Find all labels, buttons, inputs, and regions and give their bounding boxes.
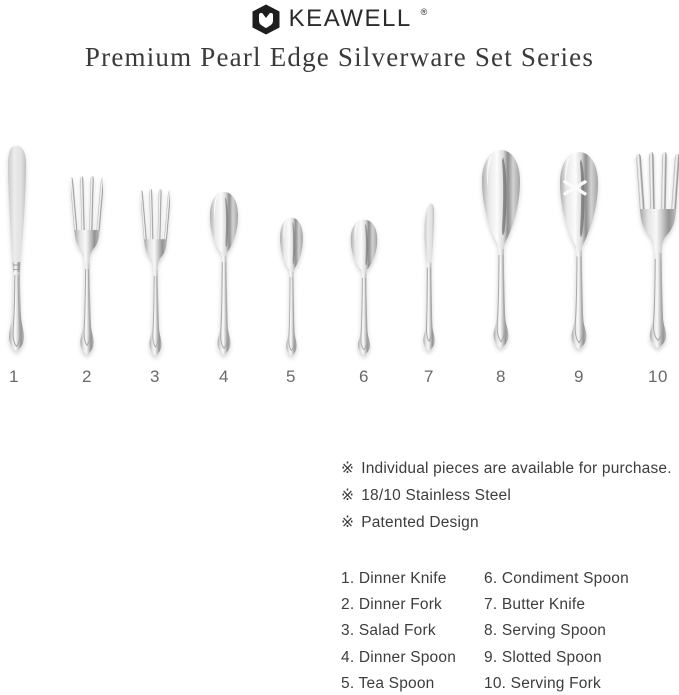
- note-stainless-steel: [341, 482, 672, 509]
- legend-item: 5. Tea Spoon: [341, 674, 435, 692]
- legend-item: 9. Slotted Spoon: [484, 648, 602, 666]
- slotted-spoon-image: [555, 150, 603, 352]
- piece-number-8: 8: [496, 367, 506, 386]
- legend-column-1: [341, 566, 456, 695]
- note-individual-pieces: [341, 455, 672, 482]
- piece-number-9: 9: [574, 367, 584, 386]
- brand: [0, 3, 679, 35]
- legend-item: 7. Butter Knife: [484, 596, 586, 614]
- piece-number-4: 4: [219, 367, 229, 386]
- brand-name: KEAWELL: [288, 5, 412, 32]
- note-text: Individual pieces are available for purchase.: [361, 460, 672, 477]
- reference-mark-icon: ※: [341, 514, 355, 531]
- legend-item: 6. Condiment Spoon: [484, 570, 629, 587]
- registered-trademark-mark: ®: [420, 7, 428, 17]
- piece-number-3: 3: [150, 367, 160, 386]
- tea-spoon-image: [276, 216, 307, 357]
- piece-number-7: 7: [424, 367, 434, 386]
- piece-number-2: 2: [82, 367, 92, 386]
- note-patented-design: [341, 509, 672, 536]
- butter-knife-image: [417, 202, 441, 356]
- reference-mark-icon: ※: [341, 487, 355, 504]
- legend-item: 4. Dinner Spoon: [341, 648, 457, 666]
- legend-item: 10. Serving Fork: [484, 674, 601, 692]
- dinner-spoon-image: [205, 190, 243, 356]
- piece-number-1: 1: [9, 367, 19, 386]
- legend-column-2: [484, 566, 629, 695]
- piece-number-10: 10: [648, 367, 668, 386]
- condiment-spoon-image: [346, 218, 382, 356]
- reference-mark-icon: ※: [341, 460, 355, 477]
- legend-item: 3. Salad Fork: [341, 622, 436, 640]
- feature-notes: [341, 455, 672, 536]
- dinner-knife-image: [2, 145, 30, 355]
- piece-number-6: 6: [359, 367, 369, 386]
- salad-fork-image: [141, 187, 170, 357]
- legend-item: 1. Dinner Knife: [341, 570, 447, 587]
- page-title: Premium Pearl Edge Silverware Set Series: [84, 42, 595, 72]
- serving-fork-image: [636, 147, 679, 350]
- note-text: 18/10 Stainless Steel: [361, 487, 512, 504]
- dinner-fork-image: [71, 174, 103, 356]
- legend-item: 2. Dinner Fork: [341, 596, 442, 614]
- keawell-logo-icon: [252, 4, 280, 35]
- serving-spoon-image: [477, 148, 525, 351]
- legend-item: 8. Serving Spoon: [484, 622, 607, 640]
- note-text: Patented Design: [361, 514, 479, 531]
- piece-number-5: 5: [286, 367, 296, 386]
